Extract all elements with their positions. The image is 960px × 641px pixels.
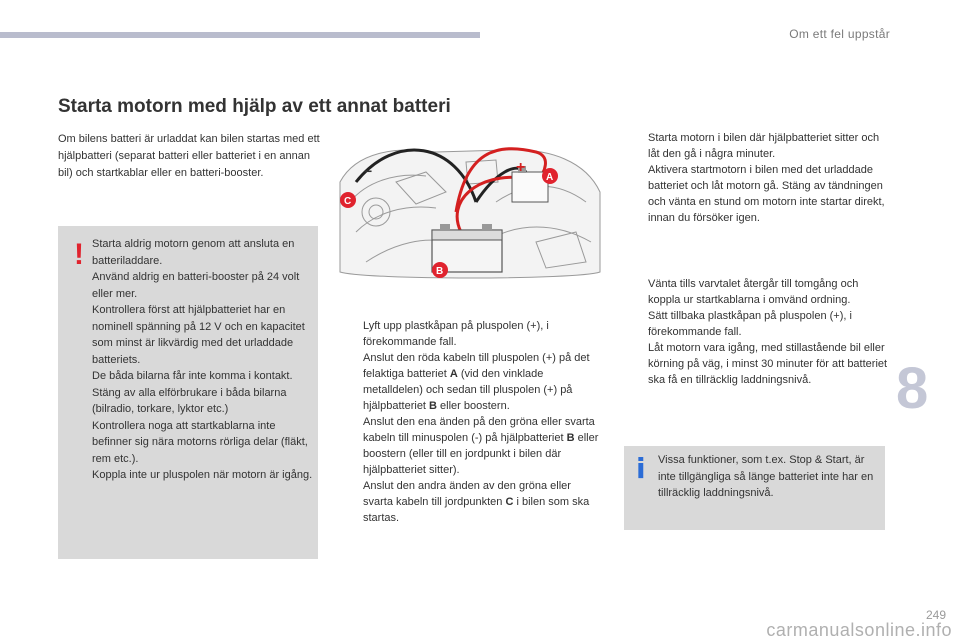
page-title: Starta motorn med hjälp av ett annat batteri bbox=[58, 96, 451, 117]
list-item: Aktivera startmotorn i bilen med det urladdade batteriet och låt motorn gå. Stäng av tändningen och vänta en stund om motorn inte startar direkt, innan du försöker igen. bbox=[648, 164, 885, 224]
watermark: carmanualsonline.info bbox=[766, 620, 952, 640]
warning-box bbox=[58, 226, 318, 559]
plus-symbol: + bbox=[516, 159, 526, 176]
list-item: Låt motorn vara igång, med stillastående bil eller körning på väg, i minst 30 minuter för att batteriet ska få en tillräcklig laddningsnivå. bbox=[648, 342, 888, 386]
disconnect-steps bbox=[626, 276, 888, 388]
info-icon: i bbox=[636, 452, 646, 485]
warning-line: Starta aldrig motorn genom att ansluta en batteriladdare. bbox=[92, 238, 295, 267]
label-a: A bbox=[546, 172, 554, 183]
info-box bbox=[624, 446, 885, 530]
warning-line: Kontrollera noga att startkablarna inte befinner sig nära motorns rörliga delar (fläkt, rem etc.). bbox=[92, 419, 308, 465]
label-b: B bbox=[436, 266, 444, 277]
list-item: Anslut den ena änden på den gröna eller svarta kabeln till minuspolen (-) på hjälpbatteriet B eller boostern (eller till en jordpunkt i bilen där hjälpbatteriet sitter). bbox=[363, 416, 599, 476]
warning-line: De båda bilarna får inte komma i kontakt. bbox=[92, 370, 293, 382]
warning-line: Stäng av alla elförbrukare i båda bilarna (bilradio, torkare, lyktor etc.) bbox=[92, 386, 287, 415]
warning-line: Använd aldrig en batteri-booster på 24 volt eller mer. bbox=[92, 271, 300, 300]
list-item: Anslut den andra änden av den gröna eller svarta kabeln till jordpunkten C i bilen som ska startas. bbox=[363, 480, 590, 524]
warning-text bbox=[92, 236, 314, 484]
list-item: Vänta tills varvtalet återgår till tomgång och koppla ur startkablarna i omvänd ordning. bbox=[648, 278, 859, 306]
list-item: Lyft upp plastkåpan på pluspolen (+), i förekommande fall. bbox=[363, 320, 549, 348]
minus-symbol: − bbox=[364, 163, 373, 179]
info-text: Vissa funktioner, som t.ex. Stop & Start, är inte tillgängliga så länge batteriet inte har en tillräcklig laddningsnivå. bbox=[658, 454, 874, 499]
section-title: Om ett fel uppstår bbox=[789, 27, 890, 41]
warning-line: Koppla inte ur pluspolen när motorn är igång. bbox=[92, 469, 313, 481]
intro-paragraph: Om bilens batteri är urladdat kan bilen startas med ett hjälpbatteri (separat batteri eller batteriet i en annan bil) och startkablar eller en batteri-booster. bbox=[58, 133, 320, 179]
list-item: Starta motorn i bilen där hjälpbatteriet sitter och låt den gå i några minuter. bbox=[648, 132, 880, 160]
jump-start-illustration bbox=[336, 142, 604, 284]
exclamation-icon: ! bbox=[74, 238, 84, 271]
header-accent-bar bbox=[0, 32, 480, 38]
connection-steps bbox=[341, 318, 603, 526]
list-item: Sätt tillbaka plastkåpan på pluspolen (+), i förekommande fall. bbox=[648, 310, 852, 338]
list-item: Anslut den röda kabeln till pluspolen (+) på det felaktiga batteriet A (vid den vinklade metalldelen) och sedan till pluspolen (+) på hjälpbatteriet B eller boostern. bbox=[363, 352, 590, 412]
label-c: C bbox=[344, 196, 352, 207]
warning-line: Kontrollera först att hjälpbatteriet har en nominell spänning på 12 V och en kapacitet som minst är likvärdig med det urladdade batteriets. bbox=[92, 304, 305, 366]
page-number: 249 bbox=[925, 608, 946, 622]
chapter-number: 8 bbox=[896, 356, 929, 421]
start-steps bbox=[626, 130, 888, 226]
